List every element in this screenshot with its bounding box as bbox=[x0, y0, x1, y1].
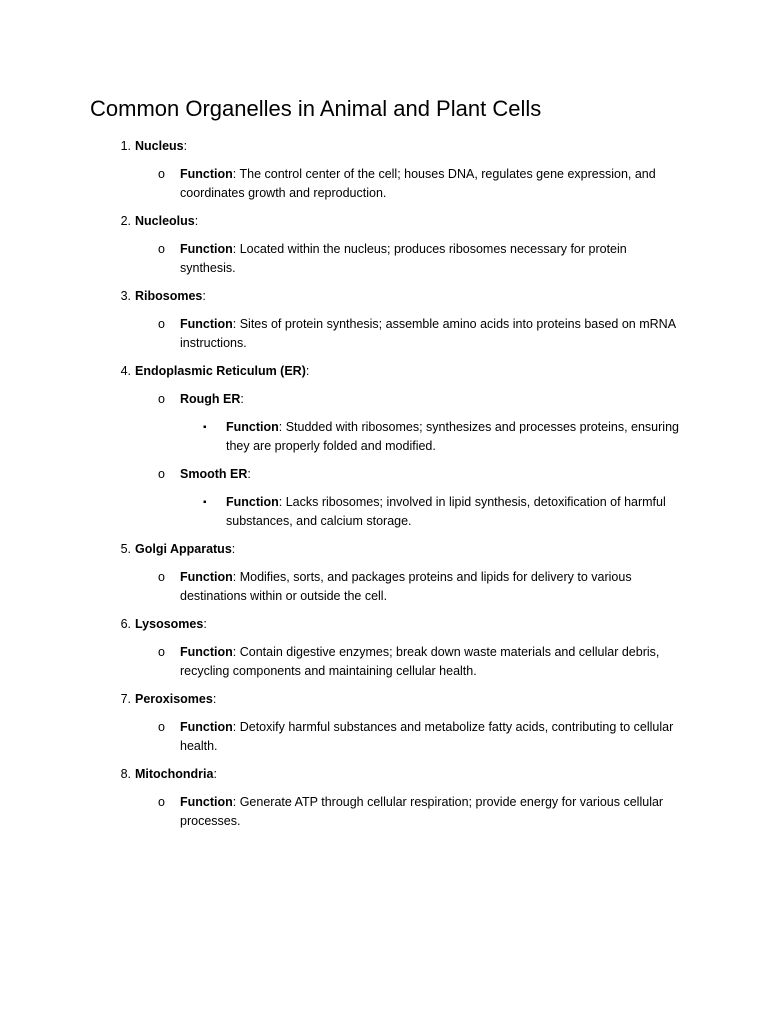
list-item-nucleus bbox=[0, 137, 768, 203]
sub-bullet-icon: o bbox=[158, 167, 165, 181]
list-item-peroxisomes bbox=[0, 690, 768, 756]
item-number: 1. bbox=[120, 139, 131, 153]
item-colon: : bbox=[231, 542, 236, 556]
item-number: 2. bbox=[120, 214, 131, 228]
item-colon: : bbox=[305, 364, 310, 378]
item-colon: : bbox=[202, 289, 206, 303]
list-item-golgi-apparatus bbox=[0, 540, 768, 606]
function-label: Function bbox=[180, 317, 233, 331]
function-description bbox=[0, 718, 680, 756]
square-bullet-icon: ▪ bbox=[203, 497, 207, 508]
list-item-nucleolus bbox=[0, 212, 768, 278]
item-number: 6. bbox=[120, 617, 131, 631]
list-item-endoplasmic-reticulum bbox=[0, 362, 768, 531]
list-item-mitochondria bbox=[0, 765, 768, 831]
item-colon: : bbox=[194, 214, 199, 228]
list-item-ribosomes bbox=[0, 287, 768, 353]
item-colon: : bbox=[203, 617, 207, 631]
item-name: Nucleolus bbox=[135, 214, 195, 228]
sub-item-colon: : bbox=[240, 392, 244, 406]
function-label: Function bbox=[180, 795, 233, 809]
function-text: : Detoxify harmful substances and metabolize fatty acids, contributing to cellular health. bbox=[180, 720, 674, 753]
function-description bbox=[0, 493, 686, 531]
organelle-list bbox=[0, 137, 768, 840]
function-description bbox=[0, 418, 686, 456]
item-number: 5. bbox=[120, 542, 131, 556]
sub-bullet-icon: o bbox=[158, 795, 165, 809]
function-text: : Studded with ribosomes; synthesizes and processes proteins, ensuring they are properly folded and modified. bbox=[226, 420, 679, 453]
function-description bbox=[0, 643, 680, 681]
function-label: Function bbox=[180, 242, 233, 256]
sub-bullet-icon: o bbox=[158, 645, 165, 659]
sub-bullet-icon: o bbox=[158, 392, 165, 406]
function-text: : Modifies, sorts, and packages proteins and lipids for delivery to various destinations within or outside the cell. bbox=[180, 570, 632, 603]
sub-item-rough-er bbox=[0, 390, 680, 409]
item-number: 8. bbox=[120, 767, 131, 781]
item-name: Nucleus bbox=[135, 139, 184, 153]
function-label: Function bbox=[226, 495, 279, 509]
function-description bbox=[0, 315, 680, 353]
sub-item-colon: : bbox=[247, 467, 251, 481]
function-text: : Sites of protein synthesis; assemble amino acids into proteins based on mRNA instructions. bbox=[180, 317, 676, 350]
sub-bullet-icon: o bbox=[158, 242, 165, 256]
function-label: Function bbox=[180, 167, 233, 181]
sub-item-name: Rough ER bbox=[180, 392, 241, 406]
item-colon: : bbox=[212, 692, 217, 706]
item-number: 4. bbox=[120, 364, 131, 378]
sub-item-smooth-er bbox=[0, 465, 680, 484]
item-number: 3. bbox=[120, 289, 131, 303]
item-name: Ribosomes bbox=[135, 289, 203, 303]
function-label: Function bbox=[180, 720, 233, 734]
item-colon: : bbox=[183, 139, 188, 153]
sub-bullet-icon: o bbox=[158, 317, 165, 331]
page-title: Common Organelles in Animal and Plant Cells bbox=[90, 96, 542, 121]
sub-bullet-icon: o bbox=[158, 720, 165, 734]
function-description bbox=[0, 240, 680, 278]
function-label: Function bbox=[226, 420, 279, 434]
function-text: : Located within the nucleus; produces ribosomes necessary for protein synthesis. bbox=[180, 242, 627, 275]
item-name: Golgi Apparatus bbox=[135, 542, 232, 556]
sub-bullet-icon: o bbox=[158, 467, 165, 481]
item-name: Peroxisomes bbox=[135, 692, 213, 706]
item-name: Endoplasmic Reticulum (ER) bbox=[135, 364, 306, 378]
function-text: : The control center of the cell; houses DNA, regulates gene expression, and coordinates growth and reproduction. bbox=[180, 167, 656, 200]
square-bullet-icon: ▪ bbox=[203, 422, 207, 433]
item-name: Mitochondria bbox=[135, 767, 214, 781]
function-label: Function bbox=[180, 645, 233, 659]
sub-bullet-icon: o bbox=[158, 570, 165, 584]
function-description bbox=[0, 568, 680, 606]
function-description bbox=[0, 793, 680, 831]
function-label: Function bbox=[180, 570, 233, 584]
function-description bbox=[0, 165, 680, 203]
sub-item-name: Smooth ER bbox=[180, 467, 248, 481]
function-text: : Contain digestive enzymes; break down waste materials and cellular debris, recycling components and maintaining cellular health. bbox=[180, 645, 660, 678]
list-item-lysosomes bbox=[0, 615, 768, 681]
item-name: Lysosomes bbox=[135, 617, 204, 631]
item-colon: : bbox=[213, 767, 217, 781]
item-number: 7. bbox=[120, 692, 131, 706]
function-text: : Lacks ribosomes; involved in lipid synthesis, detoxification of harmful substances, and calcium storage. bbox=[226, 495, 666, 528]
function-text: : Generate ATP through cellular respiration; provide energy for various cellular processes. bbox=[180, 795, 664, 828]
